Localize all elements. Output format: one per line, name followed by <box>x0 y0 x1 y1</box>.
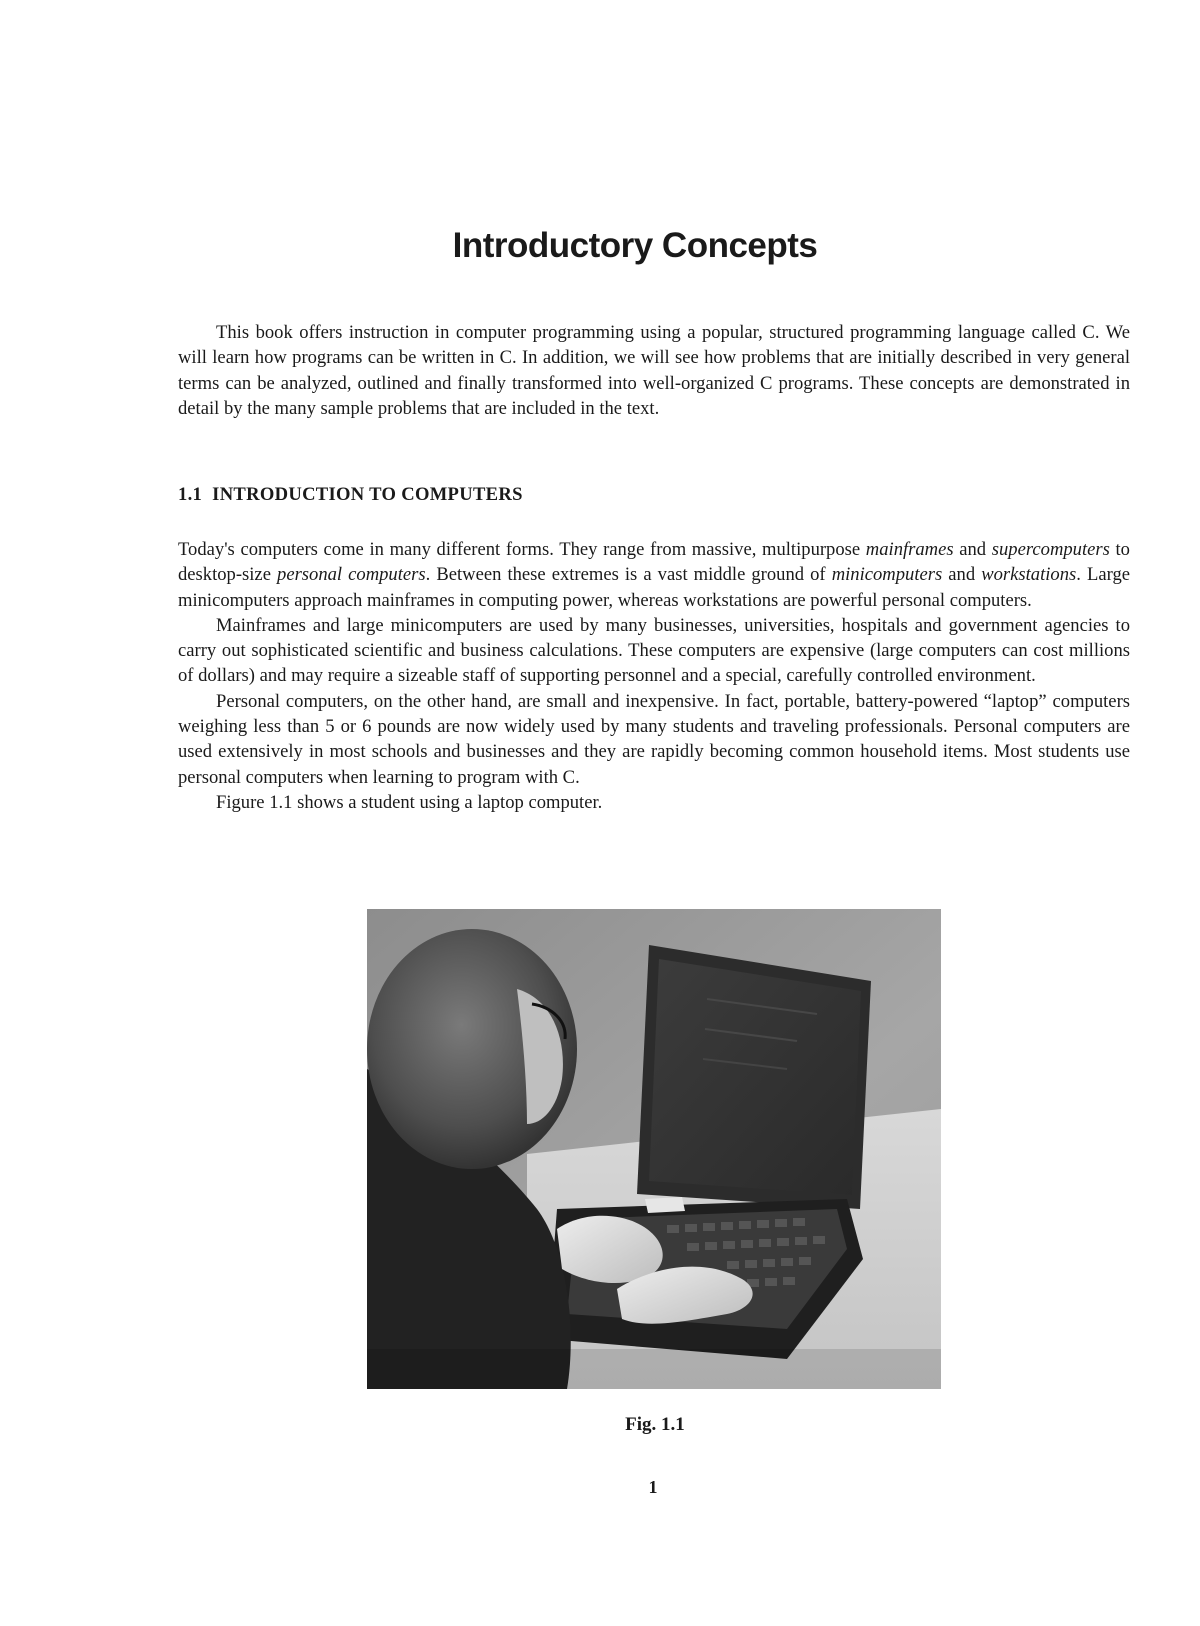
section-heading <box>178 484 523 506</box>
figure-photo <box>367 909 941 1389</box>
intro-paragraph: This book offers instruction in computer programming using a popular, structured programming language called C. We will learn how programs can be written in C. In addition, we will see how problems that are initially described in very general terms can be analyzed, outlined and finally transformed into well-organized C programs. These concepts are demonstrated in detail by the many sample problems that are included in the text. <box>178 322 1130 419</box>
laptop-screen <box>649 959 861 1195</box>
section-paragraph-2: Mainframes and large minicomputers are used by many businesses, universities, hospitals and government agencies to carry out sophisticated scientific and business calculations. These computers are expensive (large computers can cost millions of dollars) and may require a sizeable staff of supporting personnel and a special, carefully controlled environment. <box>178 614 1130 687</box>
text-run: to desktop-size <box>178 539 1130 586</box>
text-run: . Between these extremes is a vast middle ground of <box>425 564 832 586</box>
section-paragraph-1 <box>178 537 1130 613</box>
term-supercomputers: supercomputers <box>991 539 1110 560</box>
figure-caption: Fig. 1.1 <box>625 1414 685 1435</box>
text-run: Today's computers come in many different forms. They range from massive, multipurpose <box>178 539 866 560</box>
text-run: and <box>953 539 992 560</box>
section-paragraph-4: Figure 1.1 shows a student using a laptop computer. <box>216 791 603 813</box>
page-number: 1 <box>648 1477 658 1497</box>
intro-block <box>178 320 1130 421</box>
term-personal-computers: personal computers <box>277 564 426 586</box>
text-run: . Large minicomputers approach mainframes in computing power, whereas workstations are powerful personal computers. <box>178 564 1130 611</box>
text-run: and <box>942 564 982 586</box>
section-number: 1.1 <box>178 484 203 505</box>
term-mainframes: mainframes <box>865 539 954 560</box>
section-body <box>178 537 1130 815</box>
chapter-title: Introductory Concepts <box>452 226 818 265</box>
trackpad <box>645 1197 685 1213</box>
term-minicomputers: minicomputers <box>831 564 943 586</box>
term-workstations: workstations <box>981 564 1077 586</box>
student-laptop-photo <box>367 909 941 1389</box>
section-title: INTRODUCTION TO COMPUTERS <box>212 484 523 505</box>
section-paragraph-3: Personal computers, on the other hand, are small and inexpensive. In fact, portable, battery-powered “laptop” computers weighing less than 5 or 6 pounds are now widely used by many students and traveling professionals. Personal computers are used extensively in most schools and businesses and they are rapidly becoming common household items. Most students use personal computers when learning to program with C. <box>178 690 1130 788</box>
